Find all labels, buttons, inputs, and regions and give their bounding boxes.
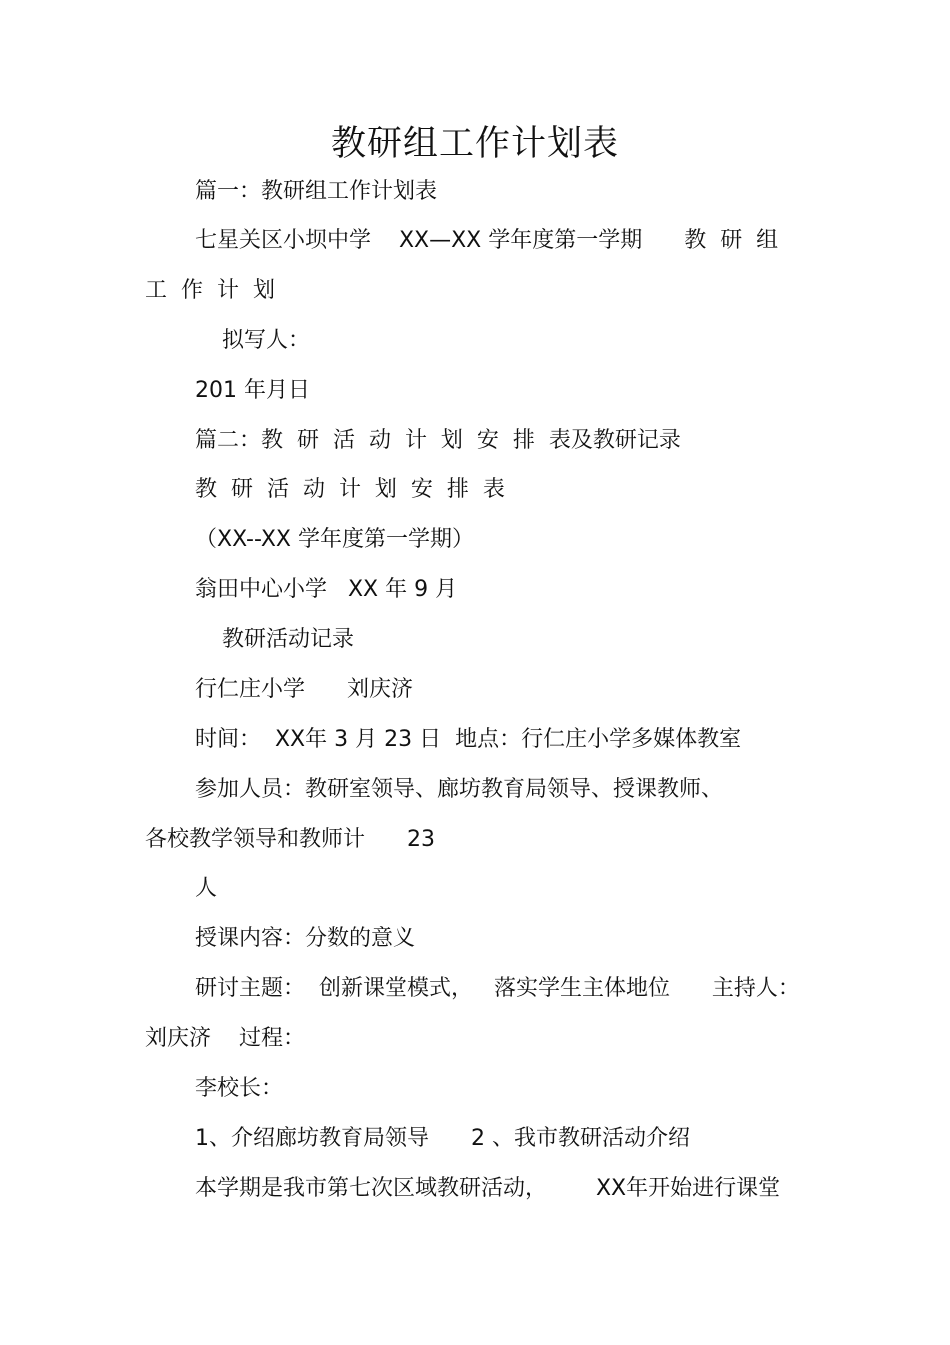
- text-line-lesson-content: 授课内容：分数的意义: [195, 926, 416, 951]
- text-line-time-place: 时间： XX年 3 月 23 日 地点：行仁庄小学多媒体教室: [195, 727, 742, 752]
- document-title: 教研组工作计划表: [330, 124, 619, 164]
- text-line-school-person: 行仁庄小学 刘庆济: [195, 677, 413, 702]
- text-line-topic-host: 研讨主题： 创新课堂模式， 落实学生主体地位 主持人：: [195, 976, 800, 1001]
- text-line-participants-count: 各校教学领导和教师计 23: [145, 827, 435, 852]
- text-line-record-title: 教研活动记录: [222, 627, 355, 652]
- text-line-person-unit: 人: [195, 876, 218, 901]
- text-line-agenda: 1、介绍廊坊教育局领导 2 、我市教研活动介绍: [195, 1126, 690, 1151]
- text-line-semester-activity: 本学期是我市第七次区域教研活动， XX年开始进行课堂: [195, 1176, 781, 1201]
- text-line-school-term: 七星关区小坝中学 XX—XX 学年度第一学期 教 研 组: [195, 228, 779, 253]
- text-line-author: 拟写人：: [222, 328, 311, 353]
- text-line-section-one-heading: 篇一：教研组工作计划表: [195, 179, 438, 204]
- text-line-section-two-heading: 篇二：教 研 活 动 计 划 安 排 表及教研记录: [195, 428, 681, 453]
- text-line-work-plan: 工 作 计 划: [145, 278, 275, 303]
- text-line-principal: 李校长：: [195, 1076, 284, 1101]
- text-line-host-process: 刘庆济 过程：: [145, 1026, 305, 1051]
- text-line-school-month: 翁田中心小学 XX 年 9 月: [195, 577, 458, 602]
- text-line-date: 201 年月日: [195, 378, 310, 403]
- text-line-term: （XX--XX 学年度第一学期）: [195, 527, 474, 552]
- text-line-participants: 参加人员：教研室领导、廊坊教育局领导、授课教师、: [195, 777, 724, 802]
- text-line-activity-plan: 教 研 活 动 计 划 安 排 表: [195, 477, 505, 502]
